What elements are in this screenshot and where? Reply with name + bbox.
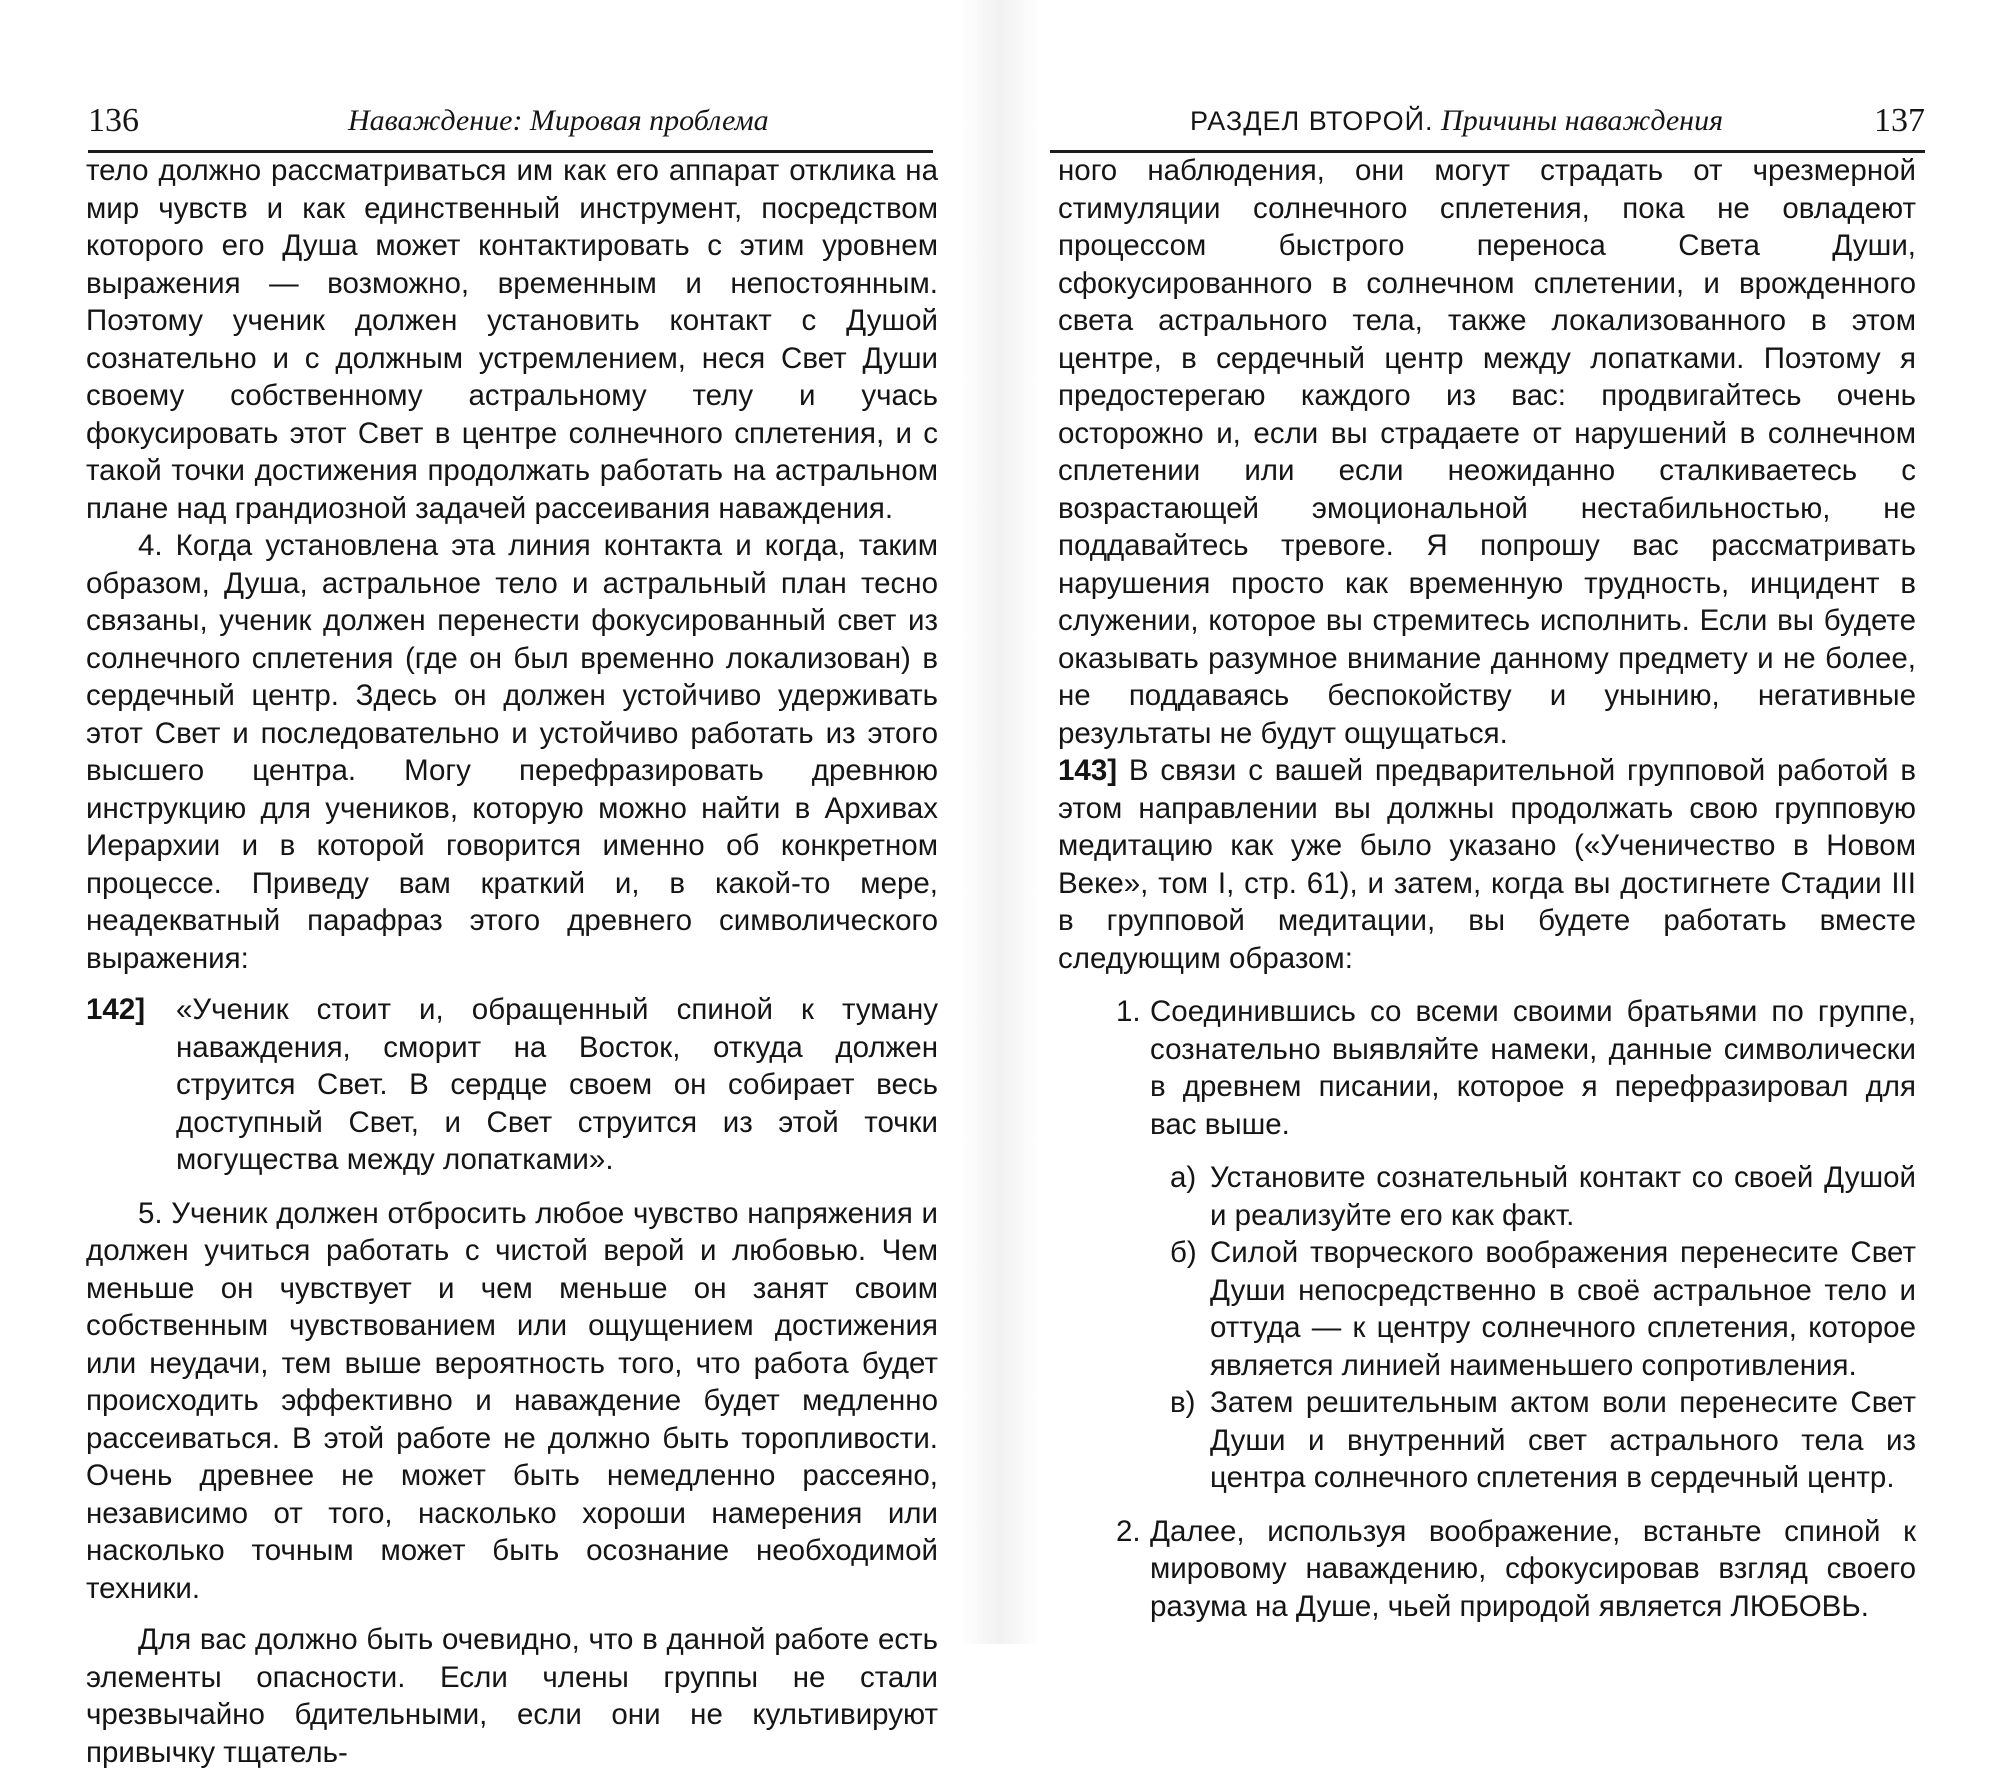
list-label: в) <box>1170 1386 1196 1419</box>
list-text: Далее, используя воображение, встаньте спиной к мировому наваждению, сфокусировав взгляд своего разума на Душе, чьей природой является ЛЮБОВЬ. <box>1150 1514 1916 1623</box>
list-label: 2. <box>1116 1514 1141 1548</box>
list-text: Установите сознательный контакт со своей Душой и реализуйте его как факт. <box>1210 1161 1916 1232</box>
quote-block <box>86 991 938 1179</box>
list-label: а) <box>1170 1161 1197 1194</box>
list-item <box>1116 1513 1916 1626</box>
right-page-header <box>1050 100 1925 153</box>
running-title <box>1190 104 1723 138</box>
list-item <box>1116 993 1916 1143</box>
paragraph-text: В связи с вашей предварительной групповой работой в этом направлении вы должны продолжать свою групповую медитацию как уже было указано («Ученичество в Новом Веке», том I, стр. 61), и затем, когда вы достигнете Стадии III в групповой медитации, вы будете работать вместе следующим образом: <box>1058 754 1916 975</box>
sub-list-item <box>1170 1159 1916 1234</box>
left-page-body <box>86 152 938 1771</box>
right-page-body <box>1058 152 1916 1625</box>
running-title-italic: Причины наваждения <box>1441 104 1724 137</box>
page-number: 136 <box>88 102 139 139</box>
left-page <box>0 0 990 1769</box>
list-label: 1. <box>1116 995 1141 1028</box>
section-number: 142] <box>86 993 146 1026</box>
section-number: 143] <box>1058 754 1118 787</box>
running-title: Наваждение: Мировая проблема <box>348 104 769 137</box>
list-text: Силой творческого воображения перенесите Свет Души непосредственно в своё астральное тело и оттуда — к центру солнечного сплетения, которое является линией наименьшего сопротивления. <box>1210 1236 1916 1382</box>
paragraph: 4. Когда установлена эта линия контакта и когда, таким образом, Душа, астральное тело и астральный план тесно связаны, ученик должен перенести фокусированный свет из солнечного сплетения (где он был временно локализован) в сердечный центр. Здесь он должен устойчиво удерживать этот Свет и последовательно и устойчиво работать из этого высшего центра. Могу перефразировать древнюю инструкцию для учеников, которую можно найти в Архивах Иерархии и в которой говорится именно об конкретном процессе. Приведу вам краткий и, в какой-то мере, неадекватный парафраз этого древнего символического выражения: <box>86 529 938 975</box>
sub-list-item <box>1170 1234 1916 1384</box>
left-page-header <box>88 100 933 153</box>
paragraph: тело должно рассматриваться им как его аппарат отклика на мир чувств и как единственный инструмент, посредством которого его Душа может контактировать с этим уровнем выражения — возможно, временным и непостоянным. Поэтому ученик должен установить контакт с Душой сознательно и с должным устремлением, неся Свет Души своему собственному астральному телу и учась фокусировать этот Свет в центре солнечного сплетения, и с такой точки достижения продолжать работать на астральном плане над грандиозной задачей рассеивания наваждения. <box>86 154 938 525</box>
right-page <box>1010 0 2000 1644</box>
page-number: 137 <box>1874 102 1925 139</box>
running-title-caps: РАЗДЕЛ ВТОРОЙ. <box>1190 106 1434 136</box>
list-text: Соединившись со всеми своими братьями по группе, сознательно выявляйте намеки, данные символически в древнем писании, которое я перефразировал для вас выше. <box>1150 995 1916 1141</box>
paragraph: Для вас должно быть очевидно, что в данной работе есть элементы опасности. Если члены группы не стали чрезвычайно бдительными, если они не культивируют привычку тщатель- <box>86 1623 938 1769</box>
quote-text: «Ученик стоит и, обращенный спиной к туману наваждения, сморит на Восток, откуда должен струится Свет. В сердце своем он собирает весь доступный Свет, и Свет струится из этой точки могущества между лопатками». <box>176 993 938 1176</box>
list-label: б) <box>1170 1236 1197 1269</box>
sub-list-item <box>1170 1384 1916 1497</box>
paragraph <box>1058 752 1916 977</box>
paragraph: ного наблюдения, они могут страдать от чрезмерной стимуляции солнечного сплетения, пока не овладеют процессом быстрого переноса Света Души, сфокусированного в солнечном сплетении, и врожденного света астрального тела, также локализованного в этом центре, в сердечный центр между лопатками. Поэтому я предостерегаю каждого из вас: продвигайтесь очень осторожно и, если вы страдаете от нарушений в солнечном сплетении или если неожиданно сталкиваетесь с возрастающей эмоциональной нестабильностью, не поддавайтесь тревоге. Я попрошу вас рассматривать нарушения просто как временную трудность, инцидент в служении, которое вы стремитесь исполнить. Если вы будете оказывать разумное внимание данному предмету и не более, не поддаваясь беспокойству и унынию, негативные результаты не будут ощущаться. <box>1058 154 1916 750</box>
paragraph: 5. Ученик должен отбросить любое чувство напряжения и должен учиться работать с чистой верой и любовью. Чем меньше он чувствует и чем меньше он занят своим собственным чувствованием или ощущением достижения или неудачи, тем выше вероятность того, что работа будет происходить эффективно и наваждение будет медленно рассеиваться. В этой работе не должно быть торопливости. Очень древнее не может быть немедленно рассеяно, независимо от того, насколько хороши намерения или насколько точным может быть осознание необходимой техники. <box>86 1196 938 1605</box>
list-text: Затем решительным актом воли перенесите Свет Души и внутренний свет астрального тела из центра солнечного сплетения в сердечный центр. <box>1210 1386 1916 1494</box>
